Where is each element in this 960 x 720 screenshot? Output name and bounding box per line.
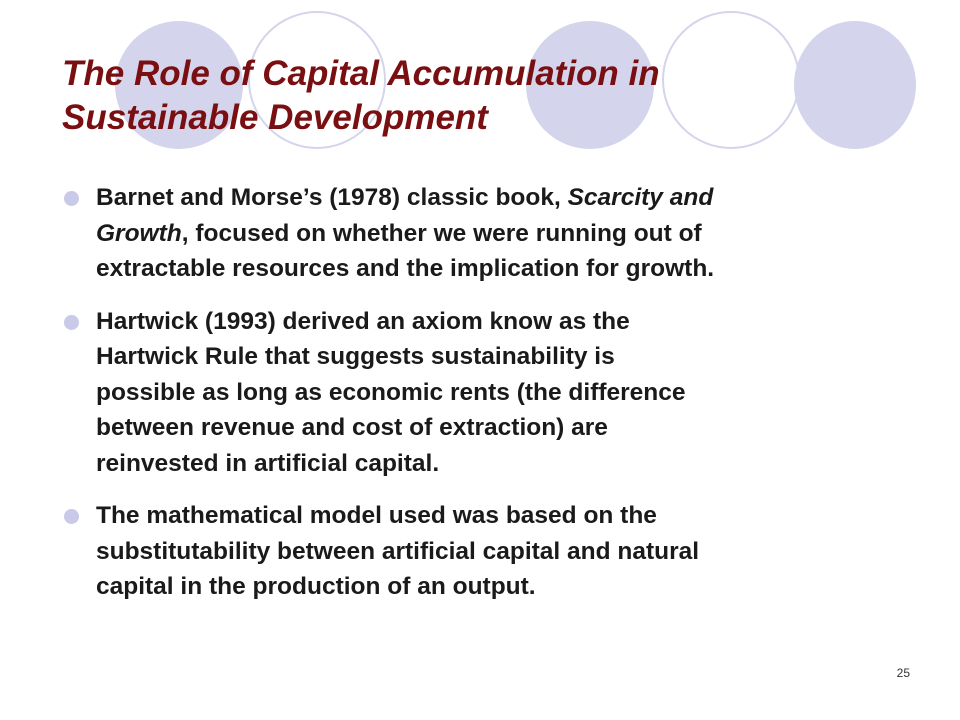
bullet-line	[96, 216, 912, 252]
bullet-line	[96, 304, 912, 340]
slide-title	[62, 52, 882, 140]
bullet-text: between revenue and cost of extraction) are	[96, 414, 608, 441]
slide-title-line-2: Sustainable Development	[62, 98, 488, 137]
bullet-text: extractable resources and the implication for growth.	[96, 255, 715, 282]
bullet-line	[96, 251, 912, 287]
bullet-dot-icon	[64, 509, 79, 524]
bullet-text: Hartwick (1993) derived an axiom know as the	[96, 307, 630, 335]
bullet-text: possible as long as economic rents (the difference	[96, 378, 686, 406]
bullet-text: The mathematical model used was based on the	[96, 502, 657, 529]
bullet-line	[96, 339, 912, 375]
bullet-line	[96, 410, 912, 446]
bullet-item	[62, 304, 912, 482]
bullet-item	[62, 180, 912, 287]
bullet-line	[96, 498, 912, 534]
bullet-item	[62, 498, 912, 605]
book-title-text: Scarcity and	[567, 184, 714, 211]
book-title-text: Growth	[96, 219, 182, 247]
slide-title-line-1: The Role of Capital Accumulation in	[62, 54, 660, 93]
bullet-text: substitutability between artificial capital and natural	[96, 537, 700, 565]
bullet-line	[96, 446, 912, 482]
bullet-line	[96, 180, 912, 216]
bullet-text: , focused on whether we were running out of	[181, 219, 702, 247]
bullet-text: capital in the production of an output.	[96, 573, 536, 600]
bullet-dot-icon	[64, 191, 79, 206]
bullet-line	[96, 375, 912, 411]
bullet-list	[62, 180, 912, 622]
bullet-line	[96, 534, 912, 570]
bullet-text: Barnet and Morse’s (1978) classic book,	[96, 184, 568, 211]
page-number: 25	[896, 666, 910, 680]
bullet-text: reinvested in artificial capital.	[96, 449, 440, 477]
bullet-text: Hartwick Rule that suggests sustainability is	[96, 343, 615, 370]
bullet-line	[96, 569, 912, 605]
bullet-dot-icon	[64, 315, 79, 330]
